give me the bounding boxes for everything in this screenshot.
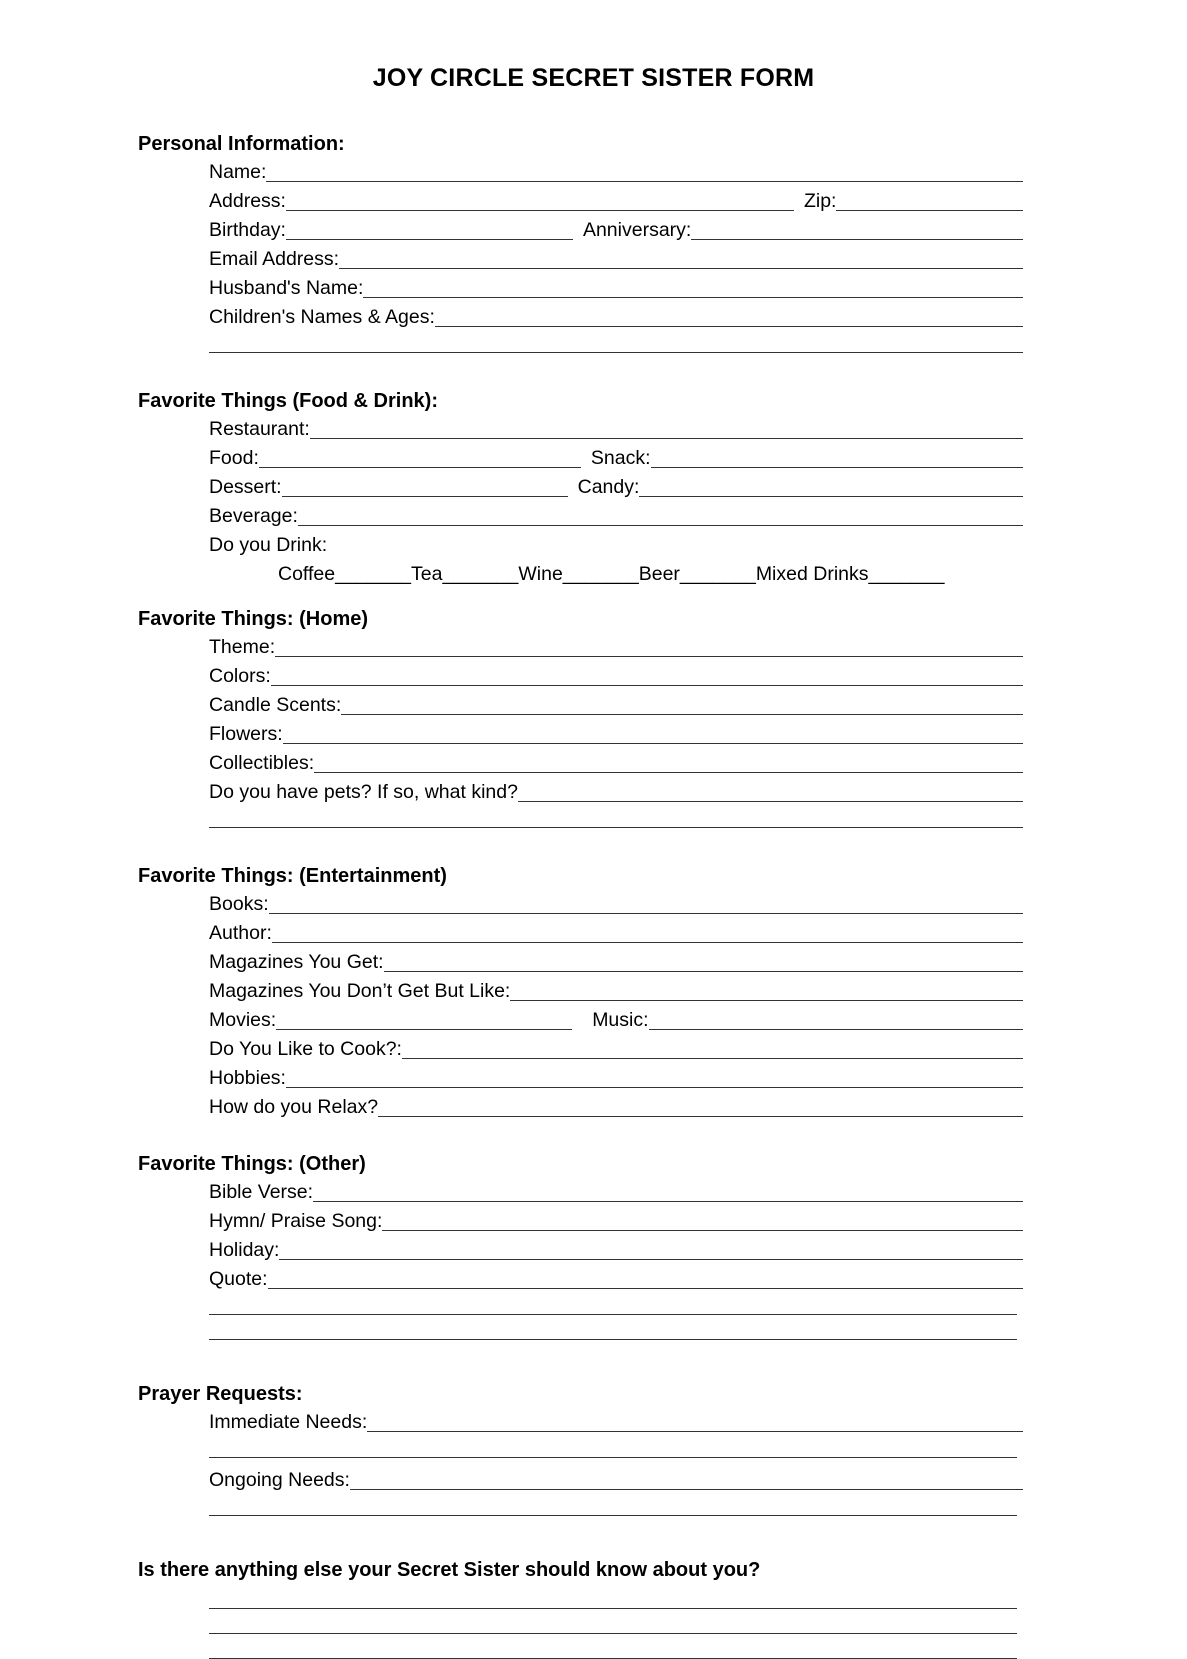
section-food-and-drink xyxy=(138,387,1023,589)
spacer xyxy=(138,1609,1023,1633)
write-in-line[interactable] xyxy=(259,467,581,468)
field-label: Children's Names & Ages: xyxy=(209,306,435,328)
drink-options-row[interactable]: Coffee_______Tea_______Wine_______Beer_______Mixed Drinks_______ xyxy=(278,563,945,585)
field-label: Beverage: xyxy=(209,505,298,527)
field-label: Name: xyxy=(209,161,267,183)
field-row-flowers xyxy=(209,720,1023,749)
section-personal-information xyxy=(138,130,1023,353)
section-heading: Favorite Things: (Entertainment) xyxy=(138,865,447,887)
field-group xyxy=(209,890,1023,1122)
field-row-restaurant xyxy=(209,415,1023,444)
page-title: JOY CIRCLE SECRET SISTER FORM xyxy=(372,64,815,92)
field-row-candle-scents xyxy=(209,691,1023,720)
write-in-line-music[interactable] xyxy=(649,1029,1023,1030)
write-in-line[interactable] xyxy=(313,1201,1023,1202)
write-in-line[interactable] xyxy=(286,239,573,240)
field-label: Do you Drink: xyxy=(209,534,328,556)
field-row-birthday xyxy=(209,216,1023,245)
field-label: Ongoing Needs: xyxy=(209,1469,350,1491)
write-in-line[interactable] xyxy=(283,743,1023,744)
field-label-music: Music: xyxy=(592,1009,649,1031)
field-group xyxy=(209,1408,1023,1437)
field-group xyxy=(209,415,1023,560)
spacer xyxy=(138,1458,1023,1466)
field-label: Movies: xyxy=(209,1009,277,1031)
field-row-childrens-names-ages xyxy=(209,303,1023,332)
spacer xyxy=(138,1315,1023,1339)
field-row-bible-verse xyxy=(209,1178,1023,1207)
write-in-line[interactable] xyxy=(435,326,1023,327)
field-row-husbands-name xyxy=(209,274,1023,303)
section-entertainment xyxy=(138,862,1023,1122)
field-row-quote xyxy=(209,1265,1023,1294)
write-in-line[interactable] xyxy=(272,942,1023,943)
write-in-line[interactable] xyxy=(271,685,1023,686)
field-label: Restaurant: xyxy=(209,418,310,440)
spacer xyxy=(138,1516,1023,1556)
write-in-line[interactable] xyxy=(266,181,1023,182)
spacer xyxy=(138,1437,1023,1457)
write-in-line[interactable] xyxy=(286,210,794,211)
spacer xyxy=(138,1122,1023,1150)
field-group xyxy=(209,158,1023,332)
write-in-line[interactable] xyxy=(269,913,1023,914)
spacer xyxy=(138,589,1023,605)
field-label-anniversary: Anniversary: xyxy=(582,219,692,241)
field-row-theme xyxy=(209,633,1023,662)
field-row-ongoing-needs xyxy=(209,1466,1023,1495)
write-in-line[interactable] xyxy=(363,297,1023,298)
spacer xyxy=(138,1294,1023,1314)
field-row-how-do-you-relax xyxy=(209,1093,1023,1122)
field-group xyxy=(209,1178,1023,1294)
field-label: Books: xyxy=(209,893,269,915)
spacer xyxy=(138,1584,1023,1608)
write-in-line[interactable] xyxy=(286,1087,1023,1088)
spacer xyxy=(138,353,1023,387)
field-label: Do You Like to Cook?: xyxy=(209,1038,402,1060)
field-row-beverage xyxy=(209,502,1023,531)
field-label: Flowers: xyxy=(209,723,283,745)
write-in-line[interactable] xyxy=(282,496,568,497)
field-label: Food: xyxy=(209,447,259,469)
write-in-line[interactable] xyxy=(298,525,1023,526)
spacer xyxy=(138,807,1023,827)
field-label: Candle Scents: xyxy=(209,694,342,716)
section-heading: Prayer Requests: xyxy=(138,1383,303,1405)
write-in-line[interactable] xyxy=(310,438,1023,439)
field-label: Magazines You Don’t Get But Like: xyxy=(209,980,511,1002)
field-label: Hymn/ Praise Song: xyxy=(209,1210,383,1232)
spacer xyxy=(138,828,1023,862)
write-in-line[interactable] xyxy=(268,1288,1023,1289)
field-label-zip: Zip: xyxy=(803,190,837,212)
field-row-name xyxy=(209,158,1023,187)
field-label: Holiday: xyxy=(209,1239,280,1261)
field-label: Dessert: xyxy=(209,476,282,498)
field-row-books xyxy=(209,890,1023,919)
field-row-magazines-you-get xyxy=(209,948,1023,977)
field-label-candy: Candy: xyxy=(577,476,640,498)
field-group xyxy=(209,633,1023,807)
write-in-line[interactable] xyxy=(279,1259,1023,1260)
field-row-hymn-praise-song xyxy=(209,1207,1023,1236)
field-label: Author: xyxy=(209,922,272,944)
write-in-line[interactable] xyxy=(384,971,1023,972)
write-in-line[interactable] xyxy=(339,268,1023,269)
field-label: How do you Relax? xyxy=(209,1096,379,1118)
field-label: Bible Verse: xyxy=(209,1181,314,1203)
field-row-immediate-needs xyxy=(209,1408,1023,1437)
section-prayer-requests xyxy=(138,1380,1023,1516)
field-row-collectibles xyxy=(209,749,1023,778)
field-row-address xyxy=(209,187,1023,216)
write-in-line[interactable] xyxy=(510,1000,1023,1001)
section-heading: Personal Information: xyxy=(138,133,345,155)
section-heading: Favorite Things: (Other) xyxy=(138,1153,366,1175)
spacer xyxy=(138,1340,1023,1380)
section-final-question xyxy=(138,1556,1023,1659)
write-in-line[interactable] xyxy=(341,714,1023,715)
field-row-pets xyxy=(209,778,1023,807)
spacer xyxy=(138,1634,1023,1658)
field-group xyxy=(209,1466,1023,1495)
field-row-magazines-you-dont-get xyxy=(209,977,1023,1006)
field-label: Address: xyxy=(209,190,286,212)
field-label-snack: Snack: xyxy=(590,447,651,469)
field-row-holiday xyxy=(209,1236,1023,1265)
field-row-movies-music xyxy=(209,1006,1023,1035)
write-in-line-candy[interactable] xyxy=(639,496,1023,497)
field-label: Husband's Name: xyxy=(209,277,364,299)
field-label: Birthday: xyxy=(209,219,286,241)
field-label: Email Address: xyxy=(209,248,340,270)
spacer xyxy=(138,1495,1023,1515)
write-in-line[interactable] xyxy=(378,1116,1023,1117)
field-row-author xyxy=(209,919,1023,948)
field-row-do-you-like-to-cook xyxy=(209,1035,1023,1064)
spacer xyxy=(138,332,1023,352)
field-row-hobbies xyxy=(209,1064,1023,1093)
form-content xyxy=(138,130,1023,1659)
section-heading: Favorite Things (Food & Drink): xyxy=(138,390,438,412)
write-in-line[interactable] xyxy=(275,656,1023,657)
write-in-line-anniversary[interactable] xyxy=(691,239,1023,240)
field-label: Theme: xyxy=(209,636,276,658)
write-in-line[interactable] xyxy=(276,1029,572,1030)
write-in-line-zip[interactable] xyxy=(836,210,1023,211)
section-home xyxy=(138,605,1023,828)
write-in-line-snack[interactable] xyxy=(651,467,1024,468)
field-row-colors xyxy=(209,662,1023,691)
field-row-email-address xyxy=(209,245,1023,274)
section-heading: Favorite Things: (Home) xyxy=(138,608,369,630)
field-label: Immediate Needs: xyxy=(209,1411,368,1433)
write-in-line[interactable] xyxy=(402,1058,1023,1059)
field-row-do-you-drink xyxy=(209,531,1023,560)
field-label: Colors: xyxy=(209,665,271,687)
write-in-line[interactable] xyxy=(382,1230,1023,1231)
section-other xyxy=(138,1150,1023,1340)
field-label: Hobbies: xyxy=(209,1067,286,1089)
write-in-line[interactable] xyxy=(367,1431,1023,1432)
field-label: Magazines You Get: xyxy=(209,951,384,973)
field-label: Do you have pets? If so, what kind? xyxy=(209,781,518,803)
field-row-food-snack xyxy=(209,444,1023,473)
field-label: Quote: xyxy=(209,1268,268,1290)
write-in-line[interactable] xyxy=(350,1489,1023,1490)
field-row-dessert-candy xyxy=(209,473,1023,502)
write-in-line[interactable] xyxy=(314,772,1023,773)
write-in-line[interactable] xyxy=(518,801,1023,802)
field-label: Collectibles: xyxy=(209,752,315,774)
final-question-heading: Is there anything else your Secret Sister should know about you? xyxy=(138,1559,761,1581)
